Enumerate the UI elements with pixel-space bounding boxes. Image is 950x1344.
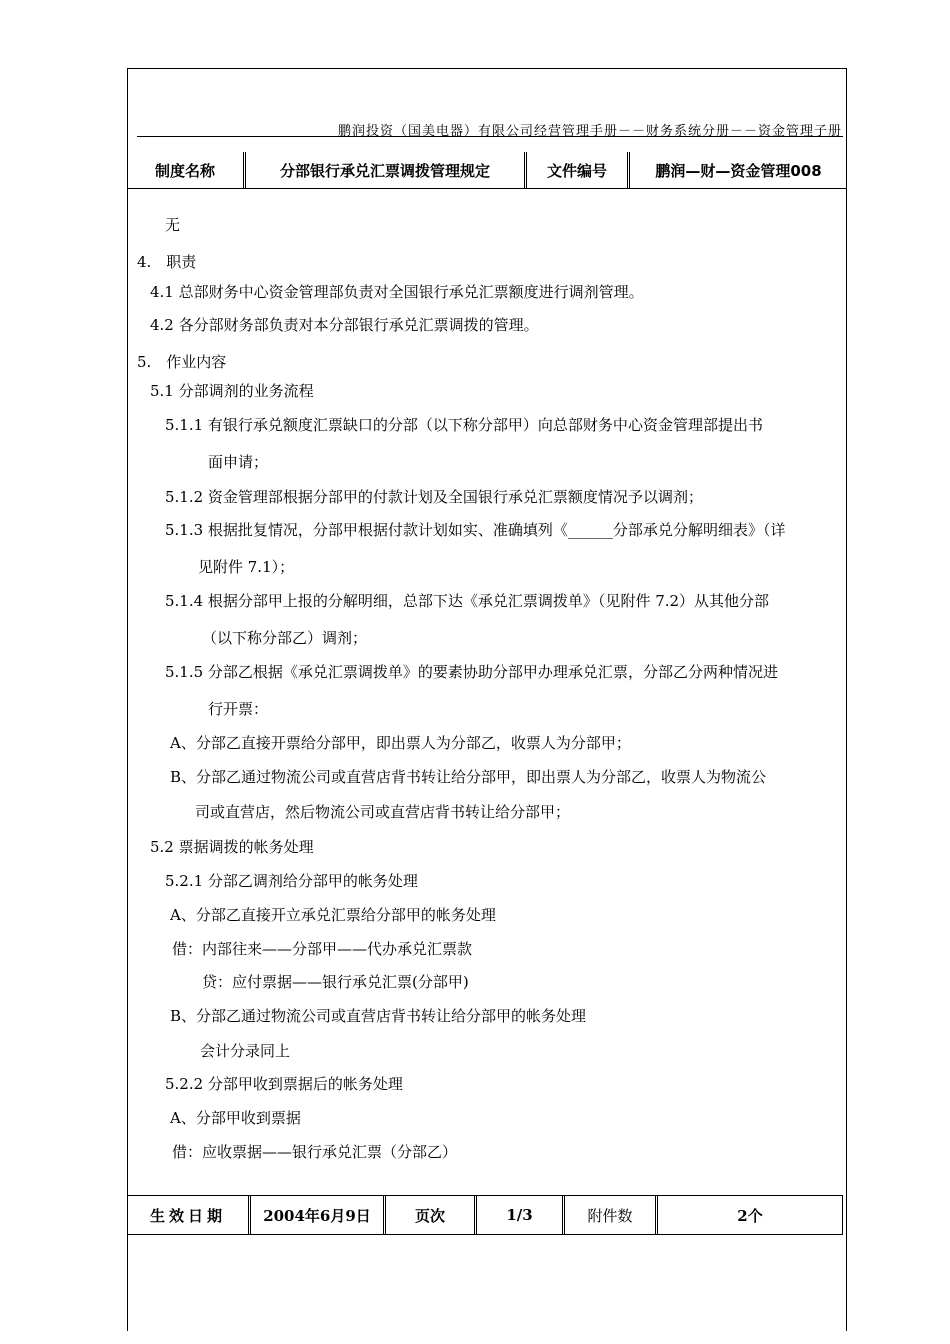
text-line: 4.2 各分部财务部负责对本分部银行承兑汇票调拨的管理。 — [150, 316, 539, 334]
text-line: B、分部乙通过物流公司或直营店背书转让给分部甲，即出票人为分部乙，收票人为物流公 — [170, 768, 767, 786]
text-line: 面申请； — [208, 453, 269, 471]
footer-table — [127, 1195, 843, 1235]
text-line: 5.1.1 有银行承兑额度汇票缺口的分部（以下称分部甲）向总部财务中心资金管理部提出书 — [165, 416, 763, 434]
text-line: 见附件 7.1）； — [198, 558, 295, 576]
attachment-count-value: 2个 — [737, 1206, 763, 1225]
regulation-name-label: 制度名称 — [127, 152, 246, 188]
effective-date-label: 生效日期 — [128, 1196, 251, 1234]
subsection-heading: 5.2 票据调拨的帐务处理 — [150, 838, 314, 856]
text-line: 5.1.3 根据批复情况，分部甲根据付款计划如实、准确填列《______分部承兑分解明细表》（详 — [165, 521, 786, 539]
text-line: A、分部乙直接开立承兑汇票给分部甲的帐务处理 — [170, 906, 496, 924]
text-line: 5.2.2 分部甲收到票据后的帐务处理 — [165, 1075, 403, 1093]
text-line: 司或直营店，然后物流公司或直营店背书转让给分部甲； — [195, 803, 571, 821]
text-line: 5.1.4 根据分部甲上报的分解明细，总部下达《承兑汇票调拨单》（见附件 7.2）从其他分部 — [165, 592, 770, 610]
doc-number-label: 文件编号 — [527, 152, 630, 188]
text-line: A、分部乙直接开票给分部甲，即出票人为分部乙，收票人为分部甲； — [170, 734, 631, 752]
page-number: 1/3 — [477, 1196, 565, 1234]
text-line: B、分部乙通过物流公司或直营店背书转让给分部甲的帐务处理 — [170, 1007, 587, 1025]
effective-date-value: 2004年6月9日 — [251, 1196, 386, 1234]
section-heading: 5. 作业内容 — [137, 353, 227, 371]
text-line: 贷：应付票据——银行承兑汇票(分部甲) — [202, 973, 469, 991]
text-line: 无 — [165, 216, 181, 234]
title-row — [127, 152, 847, 189]
text-line: 行开票： — [208, 700, 269, 718]
subsection-heading: 5.1 分部调剂的业务流程 — [150, 382, 314, 400]
text-line: A、分部甲收到票据 — [170, 1109, 301, 1127]
text-line: 借：应收票据——银行承兑汇票（分部乙） — [172, 1143, 458, 1161]
manual-header: 鹏润投资（国美电器）有限公司经营管理手册－－财务系统分册－－资金管理子册 — [337, 124, 842, 139]
text-line: 4.1 总部财务中心资金管理部负责对全国银行承兑汇票额度进行调剂管理。 — [150, 283, 644, 301]
text-line: 5.2.1 分部乙调剂给分部甲的帐务处理 — [165, 872, 418, 890]
page-label: 页次 — [386, 1196, 477, 1234]
text-line: 借：内部往来——分部甲——代办承兑汇票款 — [172, 940, 473, 958]
regulation-name-value: 分部银行承兑汇票调拨管理规定 — [246, 152, 527, 188]
header-rule — [137, 136, 843, 137]
attachment-count-label: 附件数 — [565, 1196, 658, 1234]
text-line: 5.1.5 分部乙根据《承兑汇票调拨单》的要素协助分部甲办理承兑汇票，分部乙分两种情况进 — [165, 663, 778, 681]
text-line: 会计分录同上 — [200, 1042, 291, 1060]
text-line: （以下称分部乙）调剂； — [202, 629, 368, 647]
doc-number-value: 鹏润—财—资金管理008 — [655, 161, 822, 180]
text-line: 5.1.2 资金管理部根据分部甲的付款计划及全国银行承兑汇票额度情况予以调剂； — [165, 488, 703, 506]
section-heading: 4. 职责 — [137, 253, 197, 271]
